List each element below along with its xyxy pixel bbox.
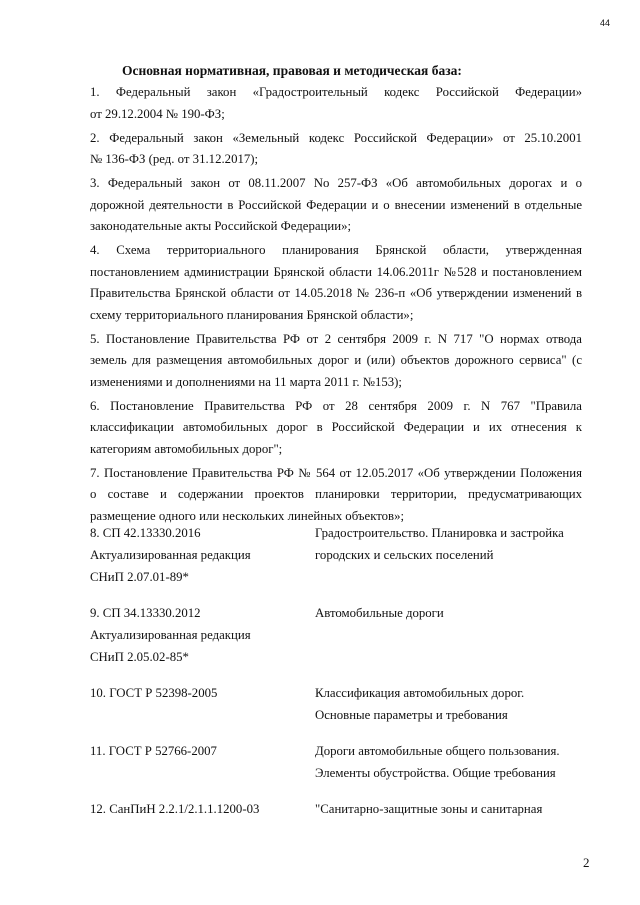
table-cell-line: 8. СП 42.13330.2016 (90, 526, 201, 540)
list-item-line: дорожной деятельности в Российской Федерации и о внесении изменений в отдельные (90, 197, 582, 212)
standard-title-cell (315, 682, 610, 726)
standard-code-cell (90, 798, 315, 820)
table-cell-line: СНиП 2.07.01-89* (90, 570, 189, 584)
list-item (90, 240, 582, 326)
list-item (90, 128, 582, 171)
standard-title-cell (315, 798, 610, 820)
table-cell-line: Автомобильные дороги (315, 606, 444, 620)
section-heading: Основная нормативная, правовая и методическая база: (122, 63, 462, 78)
list-item-line: о составе и содержании проектов планировки территории, предусматривающих (90, 487, 582, 501)
table-cell-line: городских и сельских поселений (315, 548, 494, 562)
list-item-line: 7. Постановление Правительства РФ № 564 от 12.05.2017 «Об утверждении Положения (90, 465, 582, 480)
list-item-line: постановлением администрации Брянской области 14.06.2011г №528 и постановлением (90, 264, 582, 279)
list-item (90, 82, 582, 125)
list-item-line: классификации автомобильных дорог в Российской Федерации и их отнесения к (90, 420, 582, 434)
table-cell-line: 9. СП 34.13330.2012 (90, 606, 201, 620)
table-cell-line: 10. ГОСТ Р 52398-2005 (90, 686, 218, 700)
table-cell-line: 11. ГОСТ Р 52766-2007 (90, 744, 217, 758)
list-item-line: размещение одного или нескольких линейных объектов»; (90, 508, 405, 523)
table-cell-line: Классификация автомобильных дорог. (315, 686, 525, 700)
standard-title-cell (315, 740, 610, 784)
table-cell-line: Элементы обустройства. Общие требования (315, 766, 556, 780)
table-row (90, 740, 610, 784)
list-item-line: схему территориального планирования Брянской области»; (90, 307, 414, 322)
table-row (90, 602, 610, 668)
standard-code-cell (90, 602, 315, 668)
table-row (90, 522, 610, 588)
table-cell-line: Основные параметры и требования (315, 708, 508, 722)
list-item (90, 396, 582, 461)
table-cell-line: СНиП 2.05.02-85* (90, 650, 189, 664)
table-cell-line: Дороги автомобильные общего пользования. (315, 744, 560, 758)
list-item (90, 463, 582, 528)
standards-table (90, 522, 610, 834)
list-item-line: изменениями и дополнениями на 11 марта 2011 г. №153); (90, 374, 402, 389)
list-item-line: 5. Постановление Правительства РФ от 2 сентября 2009 г. N 717 "О нормах отвода (90, 331, 582, 346)
standard-code-cell (90, 740, 315, 784)
list-item-line: 2. Федеральный закон «Земельный кодекс Российской Федерации» от 25.10.2001 (90, 130, 582, 145)
table-cell-line: Градостроительство. Планировка и застройка (315, 526, 564, 540)
table-row (90, 798, 610, 820)
table-cell-line: 12. СанПиН 2.2.1/2.1.1.1200-03 (90, 802, 260, 816)
list-item (90, 173, 582, 238)
list-item-line: земель для размещения автомобильных дорог и (или) объектов дорожного сервиса" (с (90, 353, 582, 367)
standard-code-cell (90, 522, 315, 588)
page-number-bottom: 2 (583, 855, 590, 870)
standard-title-cell (315, 602, 610, 668)
list-item-line: 1. Федеральный закон «Градостроительный кодекс Российской Федерации» (90, 85, 582, 99)
list-item-line: 6. Постановление Правительства РФ от 28 сентября 2009 г. N 767 "Правила (90, 398, 582, 413)
list-item-line: от 29.12.2004 № 190-ФЗ; (90, 106, 225, 121)
list-item (90, 329, 582, 394)
list-item-line: Правительства Брянской области от 14.05.2018 № 236-п «Об утверждении изменений в (90, 286, 582, 300)
table-cell-line: Актуализированная редакция (90, 548, 251, 562)
table-cell-line: "Санитарно-защитные зоны и санитарная (315, 802, 543, 816)
page-number-top: 44 (599, 18, 610, 28)
standard-title-cell (315, 522, 610, 588)
list-item-line: законодательные акты Российской Федерации»; (90, 219, 352, 233)
items-list (90, 82, 582, 530)
list-item-line: 3. Федеральный закон от 08.11.2007 No 257-ФЗ «Об автомобильных дорогах и о (90, 176, 582, 190)
list-item-line: категориям автомобильных дорог"; (90, 441, 283, 456)
table-row (90, 682, 610, 726)
list-item-line: 4. Схема территориального планирования Брянской области, утвержденная (90, 243, 582, 257)
table-cell-line: Актуализированная редакция (90, 628, 251, 642)
standard-code-cell (90, 682, 315, 726)
list-item-line: № 136-ФЗ (ред. от 31.12.2017); (90, 152, 259, 166)
